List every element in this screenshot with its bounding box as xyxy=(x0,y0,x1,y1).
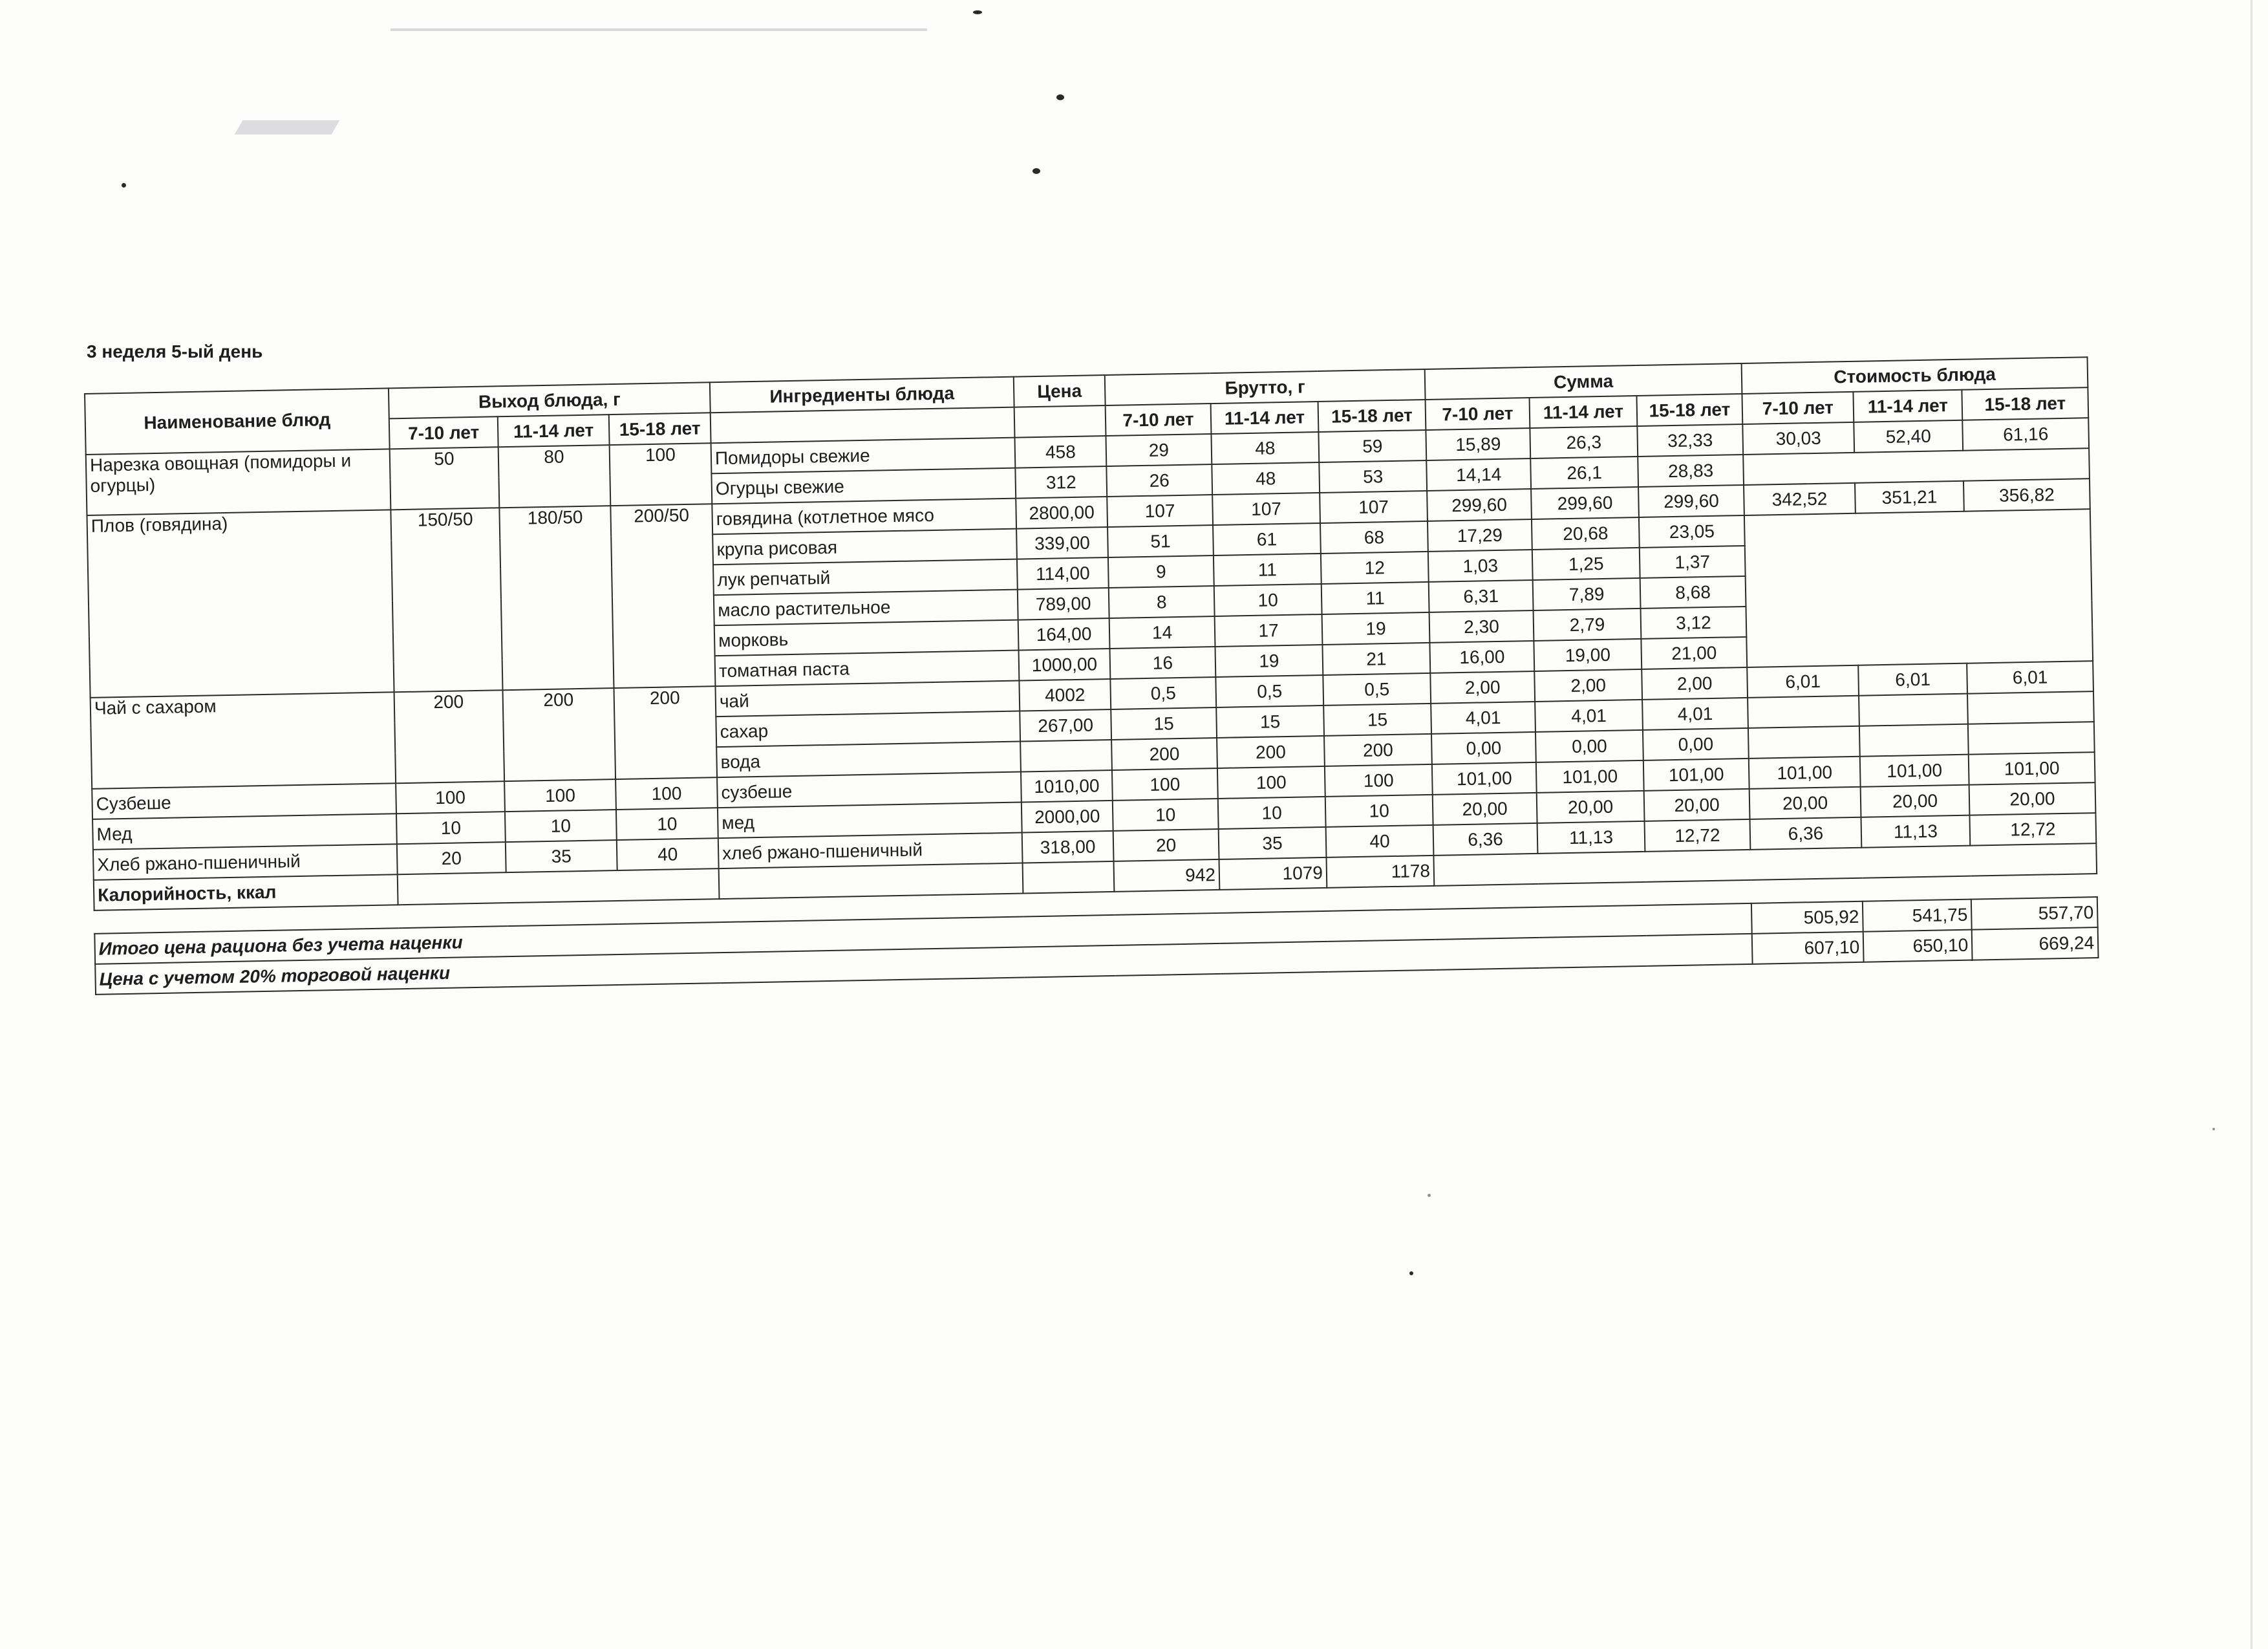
ingredient-name: хлеб ржано-пшеничный xyxy=(718,833,1023,869)
output-cell: 100 xyxy=(396,781,505,814)
sum-cell: 4,01 xyxy=(1642,698,1748,730)
sum-cell: 20,00 xyxy=(1537,791,1645,823)
brutto-cell: 9 xyxy=(1108,555,1214,588)
header-brutto-age: 11-14 лет xyxy=(1211,402,1319,434)
ingredient-name: крупа рисовая xyxy=(712,529,1017,565)
sum-cell: 299,60 xyxy=(1427,489,1532,521)
brutto-cell: 26 xyxy=(1106,464,1212,497)
price-cell: 164,00 xyxy=(1018,618,1110,651)
ingredient-name: говядина (котлетное мясо xyxy=(712,499,1016,535)
header-sum: Сумма xyxy=(1425,363,1742,400)
brutto-cell: 0,5 xyxy=(1215,675,1323,707)
ingredient-name: масло растительное xyxy=(714,590,1018,626)
price-cell: 114,00 xyxy=(1017,557,1109,590)
brutto-cell: 11 xyxy=(1214,554,1321,586)
cost-cell: 101,00 xyxy=(1969,752,2095,785)
total-value: 557,70 xyxy=(1971,897,2098,930)
cost-cell: 20,00 xyxy=(1861,785,1970,817)
brutto-cell: 100 xyxy=(1112,768,1218,801)
sum-cell: 6,36 xyxy=(1433,823,1538,856)
header-brutto-age: 7-10 лет xyxy=(1106,404,1212,436)
sum-cell: 14,14 xyxy=(1426,458,1531,491)
brutto-cell: 14 xyxy=(1109,616,1215,649)
dish-name: Нарезка овощная (помидоры и огурцы) xyxy=(86,449,391,515)
brutto-cell: 15 xyxy=(1111,707,1217,740)
cost-cell: 101,00 xyxy=(1749,757,1861,789)
sum-cell: 0,00 xyxy=(1643,728,1749,760)
output-cell: 180/50 xyxy=(499,506,614,690)
brutto-cell: 11 xyxy=(1321,582,1429,614)
brutto-cell: 10 xyxy=(1113,799,1219,831)
output-cell: 100 xyxy=(615,777,718,810)
sum-cell: 6,31 xyxy=(1429,580,1534,612)
sum-cell: 101,00 xyxy=(1536,760,1644,793)
cost-cell: 356,82 xyxy=(1963,479,2090,512)
totals-table xyxy=(94,896,2099,995)
page-title: 3 неделя 5-ый день xyxy=(87,341,263,361)
dish-name: Мед xyxy=(92,814,397,850)
sum-cell: 11,13 xyxy=(1537,821,1645,854)
output-cell: 35 xyxy=(506,840,617,872)
output-cell: 200 xyxy=(614,686,717,779)
calories-value: 1079 xyxy=(1219,857,1327,890)
sum-cell: 7,89 xyxy=(1533,578,1641,610)
brutto-cell: 107 xyxy=(1107,495,1213,527)
brutto-cell: 15 xyxy=(1323,704,1431,736)
cost-cell: 6,01 xyxy=(1747,665,1859,698)
header-price-blank xyxy=(1014,405,1106,438)
menu-sheet xyxy=(84,356,2098,995)
output-cell: 100 xyxy=(610,443,712,506)
price-cell: 1010,00 xyxy=(1021,770,1113,803)
ingredient-name: вода xyxy=(716,742,1021,778)
total-value: 541,75 xyxy=(1863,900,1972,932)
calories-value: 1178 xyxy=(1326,856,1434,888)
brutto-cell: 19 xyxy=(1322,612,1430,645)
calories-blank xyxy=(1023,861,1115,894)
brutto-cell: 19 xyxy=(1215,645,1323,677)
brutto-cell: 10 xyxy=(1214,584,1322,616)
price-cell: 267,00 xyxy=(1020,709,1111,742)
cost-cell: 342,52 xyxy=(1744,483,1856,515)
sum-cell: 2,30 xyxy=(1429,610,1534,643)
brutto-cell: 48 xyxy=(1211,432,1319,464)
output-cell: 150/50 xyxy=(390,508,502,692)
brutto-cell: 68 xyxy=(1320,521,1428,554)
calories-value: 942 xyxy=(1114,859,1220,892)
output-cell: 200 xyxy=(394,690,505,783)
header-output-age: 15-18 лет xyxy=(609,413,711,445)
price-cell: 312 xyxy=(1015,466,1107,499)
cost-cell: 6,01 xyxy=(1967,661,2093,694)
brutto-cell: 200 xyxy=(1324,734,1432,766)
total-with-markup-label: Цена с учетом 20% торговой наценки xyxy=(95,934,1753,995)
scan-speck xyxy=(1428,1194,1431,1197)
output-cell: 10 xyxy=(616,808,718,840)
ingredient-name: мед xyxy=(718,803,1022,839)
cost-cell: 101,00 xyxy=(1860,755,1969,787)
cost-empty-cell xyxy=(1859,694,1968,726)
brutto-cell: 10 xyxy=(1325,795,1433,827)
brutto-cell: 29 xyxy=(1106,434,1212,466)
output-cell: 100 xyxy=(504,779,616,812)
total-label: Итого цена рациона без учета наценки xyxy=(94,903,1752,964)
sum-cell: 21,00 xyxy=(1641,637,1747,669)
cost-empty-cell xyxy=(1748,696,1859,728)
brutto-cell: 48 xyxy=(1212,462,1320,495)
sum-cell: 1,03 xyxy=(1428,550,1533,582)
menu-table xyxy=(84,356,2097,911)
brutto-cell: 35 xyxy=(1219,827,1327,859)
output-cell: 50 xyxy=(390,447,500,510)
output-cell: 200 xyxy=(503,688,616,781)
header-output-age: 7-10 лет xyxy=(389,416,498,449)
sum-cell: 26,3 xyxy=(1530,426,1638,458)
price-cell: 458 xyxy=(1014,436,1106,468)
price-cell: 1000,00 xyxy=(1019,649,1111,681)
ingredient-name: чай xyxy=(715,681,1020,717)
cost-empty-cell xyxy=(1967,691,2094,724)
brutto-cell: 0,5 xyxy=(1110,677,1216,709)
sum-cell: 12,72 xyxy=(1645,819,1751,852)
brutto-cell: 100 xyxy=(1325,764,1433,797)
sum-cell: 23,05 xyxy=(1639,515,1745,548)
calories-blank xyxy=(719,863,1023,900)
cost-cell: 20,00 xyxy=(1969,782,2096,815)
sum-cell: 20,00 xyxy=(1433,793,1537,825)
header-cost-age: 11-14 лет xyxy=(1853,390,1962,422)
header-output-age: 11-14 лет xyxy=(498,415,610,447)
cost-cell: 6,36 xyxy=(1750,817,1862,850)
sum-cell: 1,25 xyxy=(1532,548,1640,580)
cost-cell: 61,16 xyxy=(1962,418,2089,451)
brutto-cell: 8 xyxy=(1109,586,1215,618)
dish-name: Хлеб ржано-пшеничный xyxy=(93,844,398,880)
price-cell: 318,00 xyxy=(1022,831,1114,863)
brutto-cell: 0,5 xyxy=(1323,673,1431,706)
brutto-cell: 61 xyxy=(1213,523,1321,555)
sum-cell: 0,00 xyxy=(1535,730,1643,762)
sum-cell: 2,00 xyxy=(1642,667,1748,700)
sum-cell: 2,00 xyxy=(1534,669,1642,702)
brutto-cell: 200 xyxy=(1217,736,1325,768)
price-cell: 2000,00 xyxy=(1022,801,1113,833)
sum-cell: 20,00 xyxy=(1644,789,1750,821)
brutto-cell: 107 xyxy=(1320,491,1428,523)
scan-speck xyxy=(1056,94,1064,100)
output-cell: 40 xyxy=(617,838,719,870)
brutto-cell: 59 xyxy=(1318,430,1426,462)
cost-cell: 11,13 xyxy=(1861,815,1971,848)
cost-blank-area xyxy=(1744,509,2093,667)
sum-cell: 20,68 xyxy=(1532,517,1640,550)
total-value: 505,92 xyxy=(1751,901,1863,934)
dish-name: Сузбеше xyxy=(92,783,396,819)
sum-cell: 8,68 xyxy=(1640,576,1746,609)
scan-smudge xyxy=(235,120,340,135)
total-with-markup-value: 669,24 xyxy=(1972,927,2099,960)
brutto-cell: 53 xyxy=(1319,460,1427,493)
cost-cell: 6,01 xyxy=(1858,663,1967,696)
ingredient-name: морковь xyxy=(714,620,1019,656)
sum-cell: 2,00 xyxy=(1430,671,1535,704)
scan-speck xyxy=(2212,1128,2215,1130)
header-sum-age: 7-10 лет xyxy=(1426,398,1530,430)
scan-speck xyxy=(1409,1271,1413,1275)
header-ingredients-blank xyxy=(711,407,1015,444)
price-cell: 339,00 xyxy=(1016,527,1108,559)
ingredient-name: сузбеше xyxy=(717,772,1022,808)
sum-cell: 0,00 xyxy=(1431,732,1536,764)
cost-cell: 30,03 xyxy=(1742,422,1854,455)
brutto-cell: 107 xyxy=(1212,493,1320,525)
sum-cell: 28,83 xyxy=(1638,455,1744,487)
sum-cell: 26,1 xyxy=(1530,457,1638,489)
sum-cell: 4,01 xyxy=(1535,700,1643,732)
header-output: Выход блюда, г xyxy=(389,382,711,418)
brutto-cell: 10 xyxy=(1218,797,1326,829)
price-cell xyxy=(1020,740,1112,772)
brutto-cell: 100 xyxy=(1217,766,1325,799)
price-cell: 789,00 xyxy=(1018,588,1109,620)
brutto-cell: 12 xyxy=(1321,552,1429,584)
output-cell: 200/50 xyxy=(610,504,715,688)
sum-cell: 299,60 xyxy=(1638,485,1744,517)
sum-cell: 101,00 xyxy=(1643,759,1749,791)
scan-speck xyxy=(973,10,982,14)
header-brutto: Брутто, г xyxy=(1105,369,1426,405)
cost-cell: 52,40 xyxy=(1854,420,1963,453)
brutto-cell: 40 xyxy=(1326,825,1434,857)
brutto-cell: 21 xyxy=(1322,643,1430,675)
cost-empty-cell xyxy=(1968,722,2095,755)
output-cell: 10 xyxy=(396,812,506,844)
price-cell: 4002 xyxy=(1019,679,1111,711)
cost-empty-cell xyxy=(1748,726,1860,759)
cost-empty-cell xyxy=(1859,724,1969,757)
dish-name: Плов (говядина) xyxy=(87,510,394,698)
total-with-markup-value: 607,10 xyxy=(1752,932,1864,964)
brutto-cell: 17 xyxy=(1215,614,1323,647)
sum-cell: 4,01 xyxy=(1431,702,1535,734)
cost-cell: 351,21 xyxy=(1855,481,1964,513)
brutto-cell: 51 xyxy=(1107,525,1214,557)
header-cost: Стоимость блюда xyxy=(1742,357,2088,394)
sum-cell: 101,00 xyxy=(1432,762,1537,795)
header-brutto-age: 15-18 лет xyxy=(1318,400,1426,432)
header-sum-age: 11-14 лет xyxy=(1530,396,1638,428)
output-cell: 20 xyxy=(397,842,506,874)
ingredient-name: Огурцы свежие xyxy=(711,468,1016,504)
total-with-markup-value: 650,10 xyxy=(1863,930,1973,962)
ingredient-name: Помидоры свежие xyxy=(711,438,1016,474)
cost-cell: 12,72 xyxy=(1969,813,2096,846)
header-cost-age: 7-10 лет xyxy=(1742,392,1854,424)
sum-cell: 16,00 xyxy=(1429,641,1534,673)
dish-name: Чай с сахаром xyxy=(91,692,396,789)
sum-cell: 15,89 xyxy=(1426,428,1530,460)
brutto-cell: 200 xyxy=(1111,738,1217,770)
scan-speck xyxy=(122,183,126,188)
output-cell: 80 xyxy=(498,445,611,508)
brutto-cell: 20 xyxy=(1113,829,1219,861)
sum-cell: 19,00 xyxy=(1534,639,1642,671)
price-cell: 2800,00 xyxy=(1016,497,1107,529)
sum-cell: 32,33 xyxy=(1637,424,1743,457)
scan-edge-line xyxy=(2251,0,2252,1649)
sum-cell: 299,60 xyxy=(1531,487,1639,519)
scan-streak xyxy=(390,28,927,31)
ingredient-name: лук репчатый xyxy=(713,559,1018,596)
calories-blank xyxy=(398,868,720,905)
cost-cell: 20,00 xyxy=(1749,787,1861,819)
ingredient-name: сахар xyxy=(716,711,1020,748)
sum-cell: 1,37 xyxy=(1640,546,1746,578)
brutto-cell: 15 xyxy=(1216,706,1324,738)
sum-cell: 2,79 xyxy=(1534,609,1642,641)
header-sum-age: 15-18 лет xyxy=(1637,394,1743,426)
header-dish-name: Наименование блюд xyxy=(85,388,390,455)
output-cell: 10 xyxy=(505,810,617,842)
header-cost-age: 15-18 лет xyxy=(1962,387,2088,420)
sum-cell: 17,29 xyxy=(1428,519,1532,552)
header-ingredients: Ингредиенты блюда xyxy=(710,377,1014,413)
header-price: Цена xyxy=(1014,375,1106,407)
ingredient-name: томатная паста xyxy=(715,651,1020,687)
sum-cell: 3,12 xyxy=(1641,607,1747,639)
calories-label: Калорийность, ккал xyxy=(94,874,398,911)
brutto-cell: 16 xyxy=(1110,647,1216,679)
scan-speck xyxy=(1032,168,1040,174)
